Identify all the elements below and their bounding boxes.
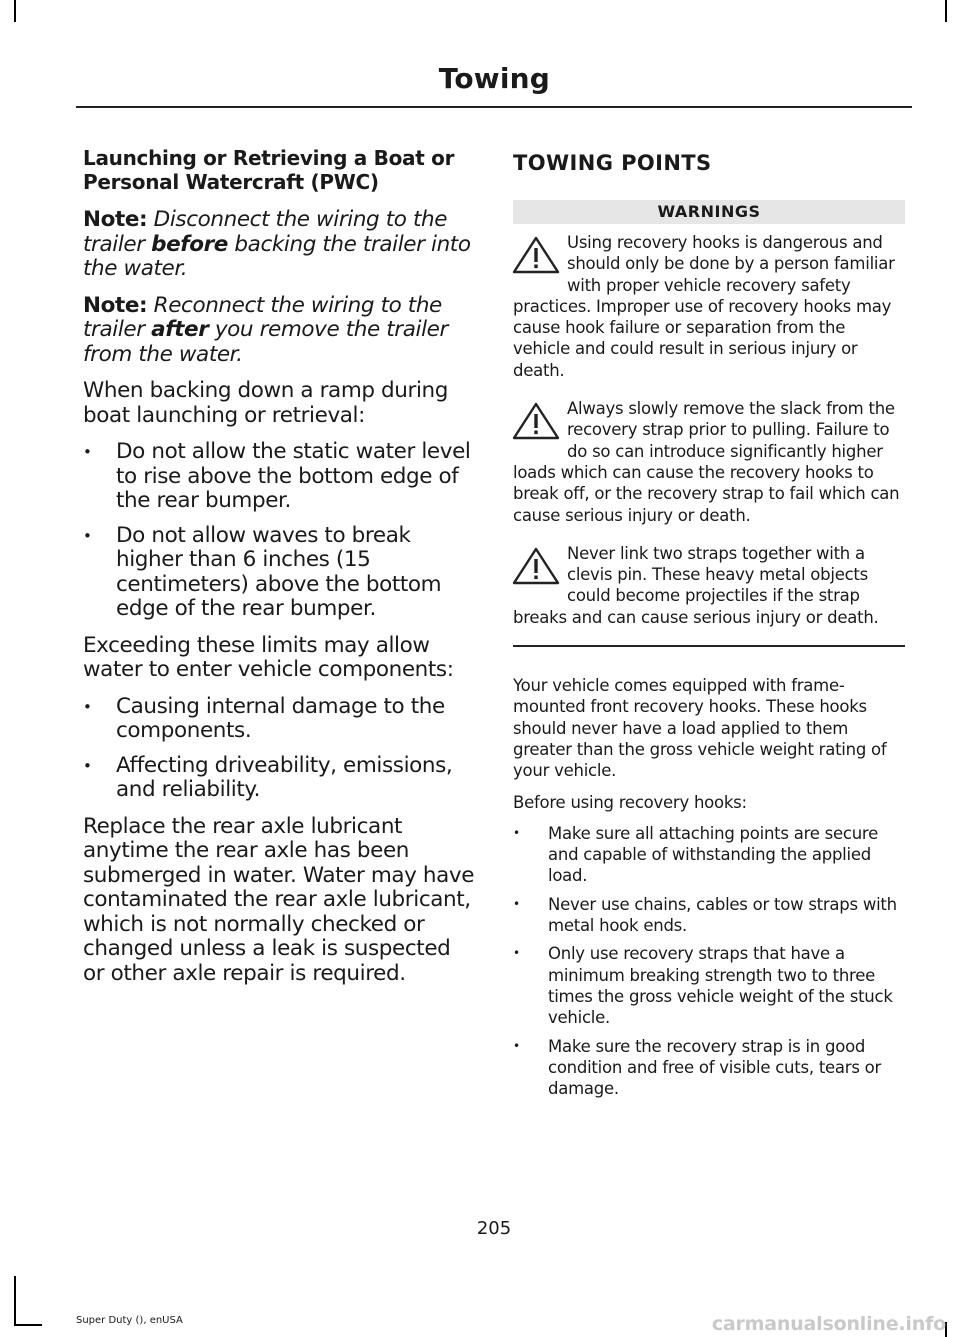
right-column — [513, 146, 905, 1106]
list-item: • Do not allow waves to break higher than 6 inches (15 centimeters) above the bottom edge of the rear bumper. — [83, 524, 478, 622]
effects-list — [83, 695, 478, 803]
warning-item: Always slowly remove the slack from the recovery strap prior to pulling. Failure to do so can introduce significantly higher loads which can cause the recovery hooks to break off, or the recovery strap to fail which can cause serious injury or death. — [513, 399, 900, 525]
crop-mark — [14, 1324, 42, 1326]
warnings-header: WARNINGS — [513, 200, 905, 224]
warning-triangle-icon — [511, 235, 561, 275]
note-reconnect: Note: Reconnect the wiring to the trailer after you remove the trailer from the water. — [83, 292, 448, 367]
page-title: Towing — [438, 62, 550, 95]
list-item: • Affecting driveability, emissions, and reliability. — [83, 754, 478, 803]
crop-mark — [14, 0, 16, 22]
axle-lubricant-text: Replace the rear axle lubricant anytime the rear axle has been submerged in water. Water may have contaminated the rear axle lubricant, which is not normally checked or changed unless a leak is suspected or other axle repair is required. — [83, 813, 475, 986]
recovery-hooks-text: Your vehicle comes equipped with frame-mounted front recovery hooks. These hooks should never have a load applied to them greater than the gross vehicle weight rating of your vehicle. — [513, 676, 887, 781]
ramp-list — [83, 440, 478, 622]
warning-triangle-icon — [511, 401, 561, 441]
list-item: • Only use recovery straps that have a minimum breaking strength two to three times the gross vehicle weight of the stuck vehicle. — [513, 943, 905, 1028]
crop-mark — [945, 0, 947, 22]
warning-item: Never link two straps together with a clevis pin. These heavy metal objects could become projectiles if the strap breaks and can cause serious injury or death. — [513, 543, 879, 627]
watermark: carmanualsonline.info — [711, 1313, 946, 1335]
page-number: 205 — [476, 1218, 512, 1239]
list-item: • Never use chains, cables or tow straps with metal hook ends. — [513, 894, 905, 937]
warning-triangle-icon — [511, 546, 561, 586]
ramp-intro: When backing down a ramp during boat launching or retrieval: — [83, 378, 449, 428]
before-using-text: Before using recovery hooks: — [513, 792, 747, 812]
list-item: • Do not allow the static water level to rise above the bottom edge of the rear bumper. — [83, 440, 478, 514]
warning-item: Using recovery hooks is dangerous and should only be done by a person familiar with proper vehicle recovery safety practices. Improper use of recovery hooks may cause hook failure or separation from the vehicle and could result in serious injury or death. — [513, 233, 895, 380]
list-item: • Make sure all attaching points are secure and capable of withstanding the applied load. — [513, 823, 905, 887]
left-column — [83, 146, 478, 998]
footer-edition: Super Duty (), enUSA — [76, 1315, 183, 1326]
list-item: • Causing internal damage to the components. — [83, 695, 478, 744]
note-disconnect: Note: Disconnect the wiring to the trailer before backing the trailer into the water. — [83, 207, 471, 281]
list-item: • Make sure the recovery strap is in good condition and free of visible cuts, tears or damage. — [513, 1036, 905, 1100]
section-heading: Launching or Retrieving a Boat or Personal Watercraft (PWC) — [83, 146, 455, 194]
crop-mark — [14, 1276, 16, 1326]
warnings-end-divider — [513, 645, 905, 647]
exceed-text: Exceeding these limits may allow water to enter vehicle components: — [83, 632, 454, 682]
recovery-checklist — [513, 823, 905, 1100]
header-divider — [76, 106, 912, 108]
towing-points-heading: TOWING POINTS — [513, 151, 712, 175]
